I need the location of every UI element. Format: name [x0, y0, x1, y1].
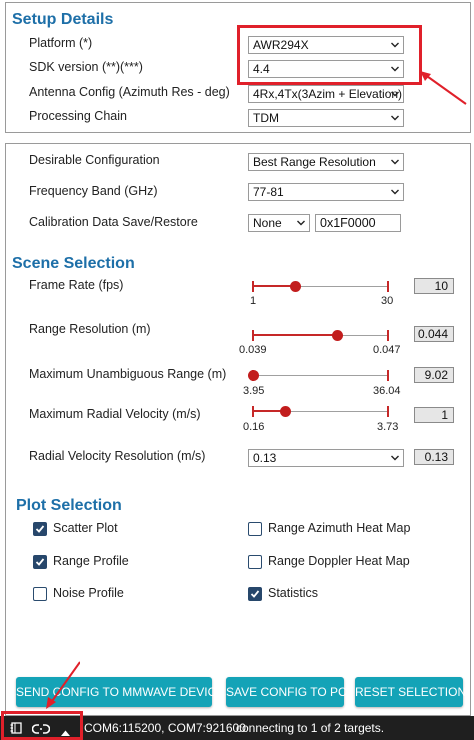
max-range-label: Maximum Unambiguous Range (m) — [29, 367, 227, 381]
frame-rate-label: Frame Rate (fps) — [29, 278, 124, 292]
antenna-config-select[interactable] — [248, 85, 404, 103]
processing-chain-select-value: TDM — [253, 111, 279, 125]
plot-checkbox[interactable] — [248, 555, 262, 569]
plot-checkbox[interactable] — [33, 555, 47, 569]
platform-label: Platform (*) — [29, 36, 93, 50]
max-range-max: 36.04 — [373, 385, 401, 397]
max-velocity-slider[interactable] — [253, 406, 388, 418]
slider-min-tick — [252, 281, 254, 292]
frame-rate-slider[interactable] — [253, 281, 388, 293]
frequency-band-select[interactable] — [248, 183, 404, 201]
plot-checkbox[interactable] — [248, 522, 262, 536]
highlight-box-status-icons — [1, 711, 83, 740]
plot-checkbox[interactable] — [33, 522, 47, 536]
slider-max-tick — [387, 406, 389, 417]
chevron-down-icon — [391, 90, 399, 98]
max-range-value: 9.02 — [414, 367, 454, 383]
range-resolution-min: 0.039 — [239, 344, 267, 356]
range-resolution-slider[interactable] — [253, 330, 388, 342]
plot-selection-title: Plot Selection — [16, 497, 122, 514]
chevron-down-icon — [391, 188, 399, 196]
velocity-resolution-select-value: 0.13 — [253, 451, 277, 465]
max-velocity-min: 0.16 — [243, 421, 265, 433]
plot-checkbox[interactable] — [33, 587, 47, 601]
plot-checkbox[interactable] — [248, 587, 262, 601]
calibration-select-value: None — [253, 216, 282, 230]
plot-checkbox-label: Range Azimuth Heat Map — [268, 521, 411, 535]
desirable-config-select[interactable] — [248, 153, 404, 171]
frame-rate-value: 10 — [414, 278, 454, 294]
slider-min-tick — [252, 406, 254, 417]
status-ports: COM6:115200, COM7:921600 — [84, 721, 246, 735]
sdk-version-select-value: 4.4 — [253, 62, 270, 76]
slider-max-tick — [387, 330, 389, 341]
plot-checkbox-label: Range Profile — [53, 554, 129, 568]
desirable-config-label: Desirable Configuration — [29, 153, 160, 167]
slider-fill — [253, 285, 295, 287]
frequency-band-select-value: 77-81 — [253, 185, 284, 199]
slider-thumb[interactable] — [280, 406, 291, 417]
calibration-address-input[interactable]: 0x1F0000 — [315, 214, 401, 232]
velocity-resolution-value: 0.13 — [414, 449, 454, 465]
range-resolution-max: 0.047 — [373, 344, 401, 356]
plot-checkbox-label: Range Doppler Heat Map — [268, 554, 410, 568]
chevron-down-icon — [391, 454, 399, 462]
chevron-down-icon — [297, 219, 305, 227]
chevron-down-icon — [391, 114, 399, 122]
plot-checkbox-label: Scatter Plot — [53, 521, 118, 535]
max-range-slider[interactable] — [253, 370, 388, 382]
send-config-button[interactable]: SEND CONFIG TO MMWAVE DEVICE — [16, 677, 212, 707]
calibration-label: Calibration Data Save/Restore — [29, 215, 198, 229]
reset-selection-button[interactable]: RESET SELECTION — [355, 677, 463, 707]
scene-selection-title: Scene Selection — [12, 255, 135, 272]
chevron-down-icon — [391, 158, 399, 166]
max-velocity-max: 3.73 — [377, 421, 399, 433]
checkmark-icon — [35, 524, 45, 534]
annotation-arrow-bottom — [40, 660, 80, 710]
slider-fill — [253, 334, 337, 336]
frame-rate-min: 1 — [250, 295, 257, 307]
slider-thumb[interactable] — [290, 281, 301, 292]
calibration-select[interactable] — [248, 214, 310, 232]
processing-chain-label: Processing Chain — [29, 109, 127, 123]
setup-details-title: Setup Details — [12, 11, 114, 28]
antenna-config-select-value: 4Rx,4Tx(3Azim + Elevation) — [253, 87, 403, 101]
max-velocity-value: 1 — [414, 407, 454, 423]
status-message: connecting to 1 of 2 targets. — [236, 721, 385, 735]
range-resolution-label: Range Resolution (m) — [29, 322, 151, 336]
slider-track — [253, 375, 388, 376]
highlight-box-platform-sdk — [237, 25, 422, 85]
range-resolution-value: 0.044 — [414, 326, 454, 342]
max-range-min: 3.95 — [243, 385, 265, 397]
processing-chain-select[interactable] — [248, 109, 404, 127]
frame-rate-max: 30 — [381, 295, 394, 307]
plot-checkbox-label: Noise Profile — [53, 586, 124, 600]
desirable-config-select-value: Best Range Resolution — [253, 155, 376, 169]
velocity-resolution-label: Radial Velocity Resolution (m/s) — [29, 449, 206, 463]
checkmark-icon — [35, 557, 45, 567]
slider-thumb[interactable] — [332, 330, 343, 341]
velocity-resolution-select[interactable] — [248, 449, 404, 467]
save-config-button[interactable]: SAVE CONFIG TO PC — [226, 677, 344, 707]
slider-max-tick — [387, 370, 389, 381]
slider-max-tick — [387, 281, 389, 292]
slider-thumb[interactable] — [248, 370, 259, 381]
annotation-arrow-top — [414, 68, 474, 108]
platform-select-value: AWR294X — [253, 38, 309, 52]
plot-checkbox-label: Statistics — [268, 586, 319, 600]
frequency-band-label: Frequency Band (GHz) — [29, 184, 158, 198]
slider-min-tick — [252, 330, 254, 341]
sdk-version-label: SDK version (**)(***) — [29, 60, 143, 74]
max-velocity-label: Maximum Radial Velocity (m/s) — [29, 407, 201, 421]
checkmark-icon — [250, 589, 260, 599]
antenna-config-label: Antenna Config (Azimuth Res - deg) — [29, 85, 230, 99]
